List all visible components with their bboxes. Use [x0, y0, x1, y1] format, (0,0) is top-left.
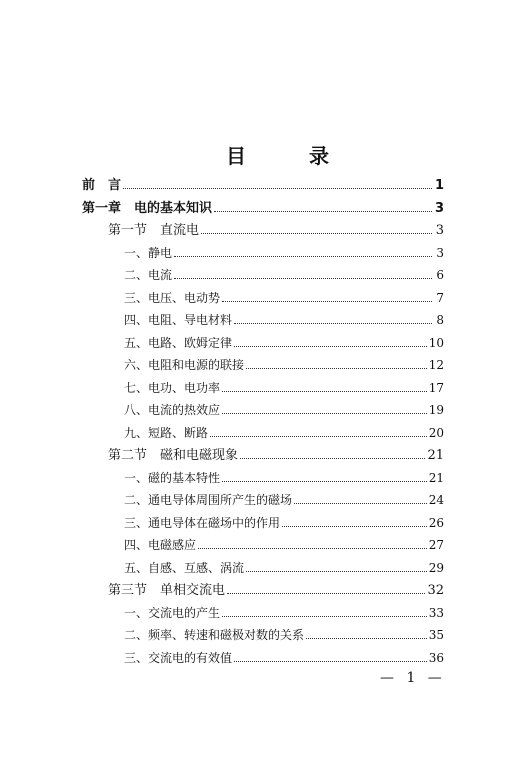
toc-entry	[124, 379, 444, 397]
toc-entry-label: 八、电流的热效应	[124, 403, 221, 417]
toc-leader-dots	[282, 514, 427, 527]
toc-entry	[124, 289, 444, 307]
toc-entry-label: 三、通电导体在磁场中的作用	[124, 515, 281, 530]
toc-leader-dots	[214, 199, 432, 212]
toc-leader-dots	[123, 176, 432, 189]
toc-entry	[82, 176, 444, 194]
toc-entry-label: 五、自感、互感、涡流	[124, 560, 245, 575]
toc-entry-label: 第一节 直流电	[108, 223, 200, 238]
toc-leader-dots	[246, 356, 427, 369]
toc-entry	[124, 356, 444, 374]
page-title: 目 录	[226, 144, 357, 168]
toc-entry	[108, 581, 444, 599]
toc-entry-page: 8	[436, 313, 444, 327]
toc-entry-page: 35	[428, 628, 444, 642]
toc-entry	[108, 446, 444, 464]
toc-leader-dots	[198, 536, 427, 549]
toc-entry	[108, 221, 444, 239]
toc-entry-label: 二、频率、转速和磁极对数的关系	[124, 628, 305, 642]
toc-entry-label: 前 言	[82, 178, 122, 193]
toc-entry-label: 四、电磁感应	[124, 538, 197, 552]
toc-leader-dots	[210, 424, 427, 437]
toc-entry-page: 20	[428, 425, 444, 440]
toc-entry-page: 21	[427, 448, 444, 463]
toc-entry-page: 32	[427, 583, 444, 598]
toc-entry	[124, 311, 444, 329]
toc-entry-page: 10	[428, 335, 444, 350]
toc-entry-label: 一、磁的基本特性	[124, 470, 221, 485]
toc-entry-page: 6	[436, 268, 444, 282]
toc-entry	[124, 514, 444, 532]
toc-entry	[124, 334, 444, 352]
toc-entry	[124, 266, 444, 284]
toc-entry-label: 四、电阻、导电材料	[124, 313, 233, 327]
toc-entry	[82, 199, 444, 217]
toc-leader-dots	[234, 649, 427, 662]
toc-entry-page: 19	[428, 403, 444, 417]
toc-leader-dots	[222, 604, 427, 617]
toc-entry-page: 24	[428, 493, 444, 507]
toc-leader-dots	[222, 379, 427, 392]
toc-entry	[124, 559, 444, 577]
toc-entry-page: 33	[428, 605, 444, 620]
toc-entry-label: 二、通电导体周围所产生的磁场	[124, 493, 293, 507]
toc-leader-dots	[222, 289, 432, 302]
page-number: — 1 —	[380, 670, 446, 686]
toc-entry-label: 第一章 电的基本知识	[82, 200, 213, 216]
toc-entry	[124, 626, 444, 644]
toc-leader-dots	[222, 469, 427, 482]
toc-leader-dots	[294, 491, 427, 504]
toc-entry	[124, 401, 444, 419]
toc-entry-page: 3	[435, 223, 444, 238]
toc-entry-page: 1	[434, 178, 444, 193]
toc-entry	[124, 604, 444, 622]
toc-entry-page: 3	[436, 245, 444, 260]
toc-leader-dots	[222, 401, 427, 414]
toc-entry-label: 一、静电	[124, 245, 173, 260]
toc-entry-page: 12	[428, 358, 444, 372]
toc-leader-dots	[234, 311, 432, 324]
toc-leader-dots	[246, 559, 427, 572]
toc-entry-page: 7	[436, 290, 444, 305]
toc-entry	[124, 491, 444, 509]
toc-entry-label: 第二节 磁和电磁现象	[108, 448, 239, 463]
toc-entry-page: 36	[428, 650, 444, 665]
toc-entry	[124, 536, 444, 554]
toc-leader-dots	[234, 334, 427, 347]
toc-entry-label: 第三节 单相交流电	[108, 583, 226, 598]
toc-entry-label: 五、电路、欧姆定律	[124, 335, 233, 350]
toc-entry-label: 三、交流电的有效值	[124, 650, 233, 665]
toc-leader-dots	[227, 581, 425, 594]
toc-entry	[124, 469, 444, 487]
toc-entry-label: 一、交流电的产生	[124, 605, 221, 620]
toc-entry-label: 七、电功、电功率	[124, 380, 221, 395]
toc-leader-dots	[174, 244, 432, 257]
toc-entry-page: 29	[428, 560, 444, 575]
toc-leader-dots	[174, 266, 432, 279]
toc-entry-label: 九、短路、断路	[124, 425, 209, 440]
toc-entry	[124, 424, 444, 442]
toc-leader-dots	[240, 446, 425, 459]
toc-entry	[124, 244, 444, 262]
toc-leader-dots	[306, 626, 427, 639]
toc-entry-page: 26	[428, 515, 444, 530]
toc-entry-page: 27	[428, 538, 444, 552]
toc-entry-label: 二、电流	[124, 268, 173, 282]
toc-entry	[124, 649, 444, 667]
toc-entry-page: 17	[428, 380, 444, 395]
toc-leader-dots	[201, 221, 432, 234]
toc-entry-page: 3	[434, 200, 444, 216]
toc-entry-label: 六、电阻和电源的联接	[124, 358, 245, 372]
toc-entry-label: 三、电压、电动势	[124, 290, 221, 305]
toc-entry-page: 21	[428, 470, 444, 485]
